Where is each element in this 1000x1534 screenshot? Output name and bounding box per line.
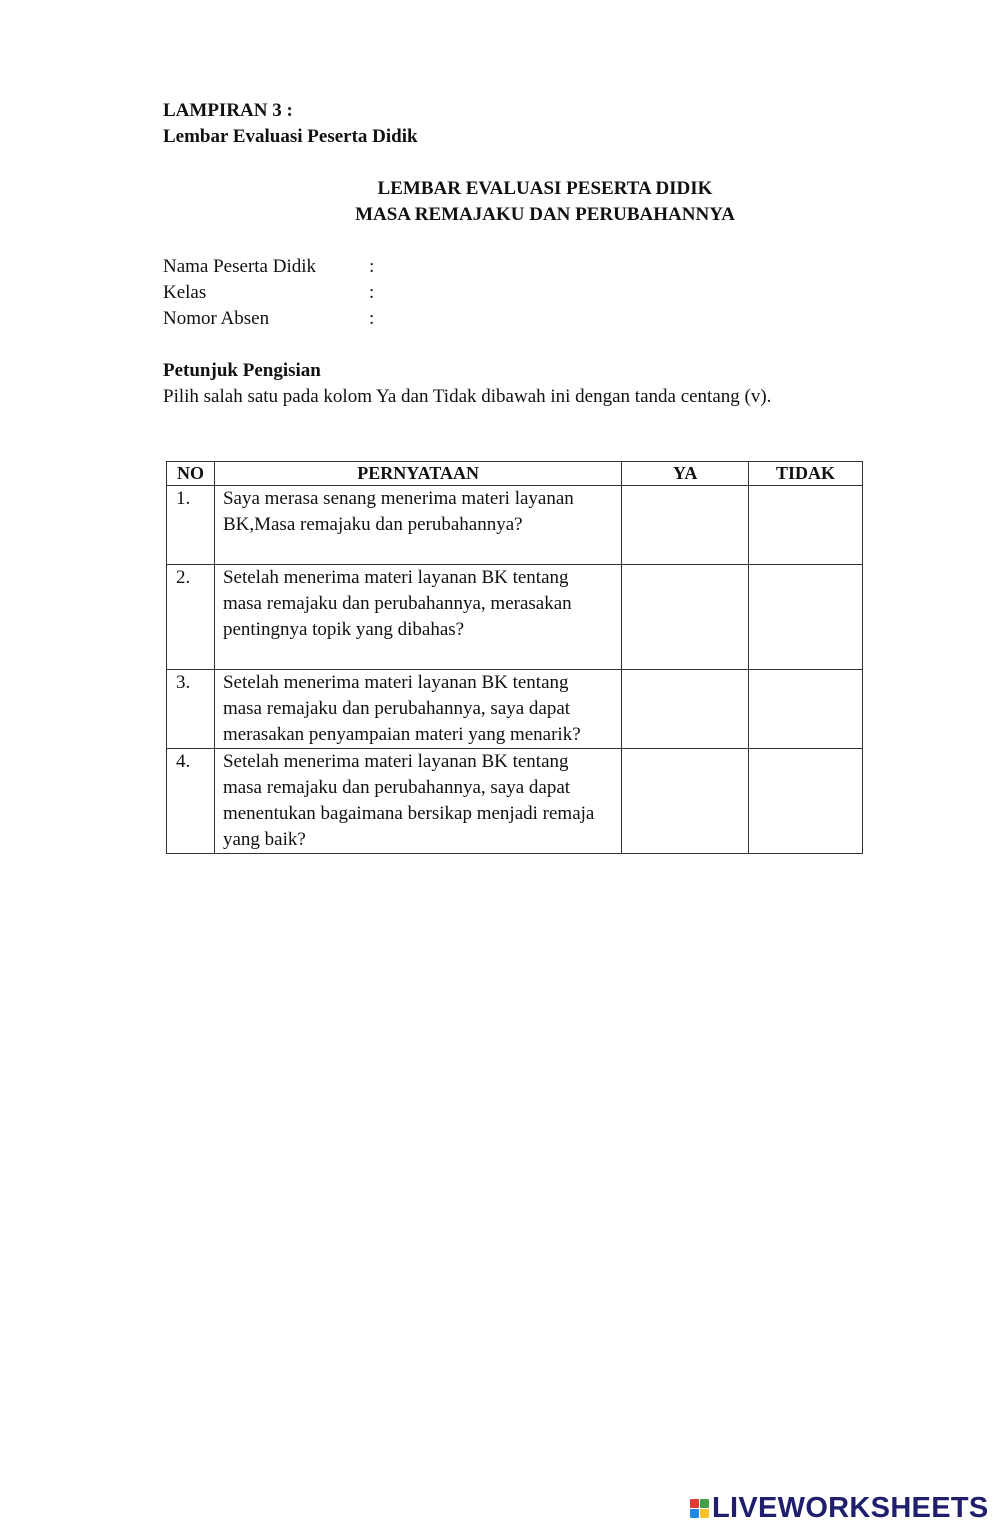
liveworksheets-logo [690,1492,989,1525]
table-header-row [167,462,863,486]
row-number: 2. [167,565,215,670]
statement-line: yang baik? [222,829,306,850]
no-answer-cell[interactable] [749,749,863,854]
header-yes: YA [622,462,749,486]
statement-cell [214,486,621,565]
statement-cell [214,670,621,749]
no-answer-cell[interactable] [749,486,863,565]
yes-answer-cell[interactable] [622,486,749,565]
identity-class-label: Kelas [163,282,207,303]
no-answer-cell[interactable] [749,670,863,749]
table-row [167,486,863,565]
logo-square-green [700,1499,709,1508]
statement-line: pentingnya topik yang dibahas? [222,619,465,640]
appendix-header [163,98,418,150]
logo-square-yellow [700,1509,709,1518]
appendix-label: LAMPIRAN 3 : [163,100,293,121]
statement-line: merasakan penyampaian materi yang menarik? [222,724,581,745]
identity-class-separator: : [369,282,375,303]
statement-line: Setelah menerima materi layanan BK tentang [222,751,569,772]
row-number: 4. [167,749,215,854]
table-row [167,749,863,854]
yes-answer-cell[interactable] [622,565,749,670]
logo-square-red [690,1499,699,1508]
statement-line: BK,Masa remajaku dan perubahannya? [222,514,523,535]
identity-name-label: Nama Peserta Didik [163,256,317,277]
identity-name-row [163,254,374,280]
instructions-heading: Petunjuk Pengisian [163,360,321,381]
identity-number-separator: : [369,308,375,329]
no-answer-cell[interactable] [749,565,863,670]
document-title [0,176,1000,228]
instructions [163,358,943,410]
statement-cell [214,565,621,670]
table-row [167,565,863,670]
identity-number-label: Nomor Absen [163,308,270,329]
statement-line: masa remajaku dan perubahannya, merasakan [222,593,572,614]
yes-answer-cell[interactable] [622,670,749,749]
liveworksheets-wordmark: LIVEWORKSHEETS [712,1492,989,1524]
evaluation-table [166,461,863,854]
liveworksheets-mark-icon [690,1499,709,1518]
title-line-2: MASA REMAJAKU DAN PERUBAHANNYA [355,204,735,225]
identity-name-separator: : [369,256,375,277]
appendix-subtitle: Lembar Evaluasi Peserta Didik [163,126,418,147]
statement-line: masa remajaku dan perubahannya, saya dapat [222,698,571,719]
statement-line: Setelah menerima materi layanan BK tentang [222,672,569,693]
statement-line: Saya merasa senang menerima materi layanan [222,488,574,509]
header-no: NO [167,462,215,486]
identity-number-row [163,306,374,332]
header-no-answer: TIDAK [749,462,863,486]
statement-line: masa remajaku dan perubahannya, saya dapat [222,777,571,798]
statement-line: menentukan bagaimana bersikap menjadi remaja [222,803,595,824]
instructions-text: Pilih salah satu pada kolom Ya dan Tidak dibawah ini dengan tanda centang (v). [163,386,772,407]
row-number: 1. [167,486,215,565]
yes-answer-cell[interactable] [622,749,749,854]
table-row [167,670,863,749]
statement-line: Setelah menerima materi layanan BK tentang [222,567,569,588]
student-identity [163,254,374,332]
identity-class-row [163,280,374,306]
title-line-1: LEMBAR EVALUASI PESERTA DIDIK [377,178,713,199]
header-statement: PERNYATAAN [214,462,621,486]
row-number: 3. [167,670,215,749]
statement-cell [214,749,621,854]
logo-square-blue [690,1509,699,1518]
